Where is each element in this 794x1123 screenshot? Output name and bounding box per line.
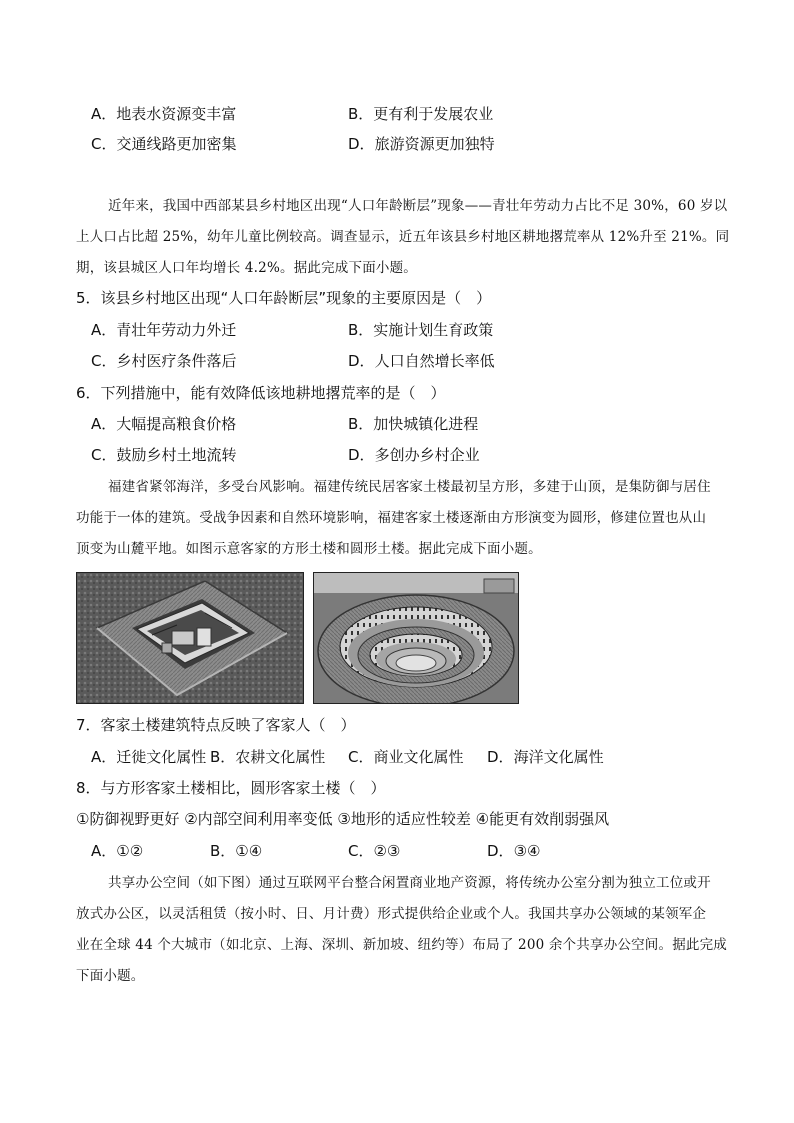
passage2-line-2: 功能于一体的建筑。受战争因素和自然环境影响，福建客家土楼逐渐由方形演变为圆形，修建位置也从山 <box>76 510 707 526</box>
q6-option-b: B．加快城镇化进程 <box>348 415 479 433</box>
q4-option-c: C．交通线路更加密集 <box>91 135 237 153</box>
passage3-line-3: 业在全球 44 个大城市（如北京、上海、深圳、新加坡、纽约等）布局了 200 余个共享办公空间。据此完成 <box>76 937 728 953</box>
q5-stem: 5．该县乡村地区出现“人口年龄断层”现象的主要原因是（ ） <box>76 289 492 307</box>
q7-option-d: D．海洋文化属性 <box>487 748 604 766</box>
passage1-line-1: 近年来，我国中西部某县乡村地区出现“人口年龄断层”现象——青壮年劳动力占比不足 30%，60 岁以 <box>108 198 728 214</box>
passage3-line-2: 放式办公区，以灵活租赁（按小时、日、月计费）形式提供给企业或个人。我国共享办公领域的某领军企 <box>76 906 707 922</box>
q7-stem: 7．客家土楼建筑特点反映了客家人（ ） <box>76 716 356 734</box>
q8-option-d: D．③④ <box>487 842 541 860</box>
passage3-line-4: 下面小题。 <box>76 968 145 984</box>
q8-option-b: B．①④ <box>210 842 263 860</box>
q4-option-a: A．地表水资源变丰富 <box>91 105 237 123</box>
q7-option-b: B．农耕文化属性 <box>210 748 326 766</box>
q8-option-a: A．①② <box>91 842 144 860</box>
q6-option-c: C．鼓励乡村土地流转 <box>91 446 237 464</box>
square-tulou-photo <box>76 572 304 704</box>
q5-option-c: C．乡村医疗条件落后 <box>91 352 237 370</box>
q5-option-a: A．青壮年劳动力外迁 <box>91 321 237 339</box>
q7-option-c: C．商业文化属性 <box>348 748 464 766</box>
passage2-line-1: 福建省紧邻海洋，多受台风影响。福建传统民居客家土楼最初呈方形，多建于山顶，是集防御与居住 <box>108 479 711 495</box>
q8-stem: 8．与方形客家土楼相比，圆形客家土楼（ ） <box>76 779 386 797</box>
passage1-line-3: 期，该县城区人口年均增长 4.2%。据此完成下面小题。 <box>76 260 417 276</box>
q8-statements: ①防御视野更好 ②内部空间利用率变低 ③地形的适应性较差 ④能更有效削弱强风 <box>76 810 610 828</box>
round-tulou-photo <box>313 572 519 704</box>
q5-option-d: D．人口自然增长率低 <box>348 352 495 370</box>
q6-option-d: D．多创办乡村企业 <box>348 446 480 464</box>
q4-option-d: D．旅游资源更加独特 <box>348 135 495 153</box>
passage1-line-2: 上人口占比超 25%，幼年儿童比例较高。调查显示，近五年该县乡村地区耕地撂荒率从 12%升至 21%。同 <box>76 229 730 245</box>
q6-stem: 6．下列措施中，能有效降低该地耕地撂荒率的是（ ） <box>76 384 446 402</box>
passage2-line-3: 顶变为山麓平地。如图示意客家的方形土楼和圆形土楼。据此完成下面小题。 <box>76 541 542 557</box>
q6-option-a: A．大幅提高粮食价格 <box>91 415 237 433</box>
passage3-line-1: 共享办公空间（如下图）通过互联网平台整合闲置商业地产资源，将传统办公室分割为独立工位或开 <box>108 875 711 891</box>
q7-option-a: A．迁徙文化属性 <box>91 748 207 766</box>
q8-option-c: C．②③ <box>348 842 401 860</box>
q5-option-b: B．实施计划生育政策 <box>348 321 494 339</box>
q4-option-b: B．更有利于发展农业 <box>348 105 494 123</box>
